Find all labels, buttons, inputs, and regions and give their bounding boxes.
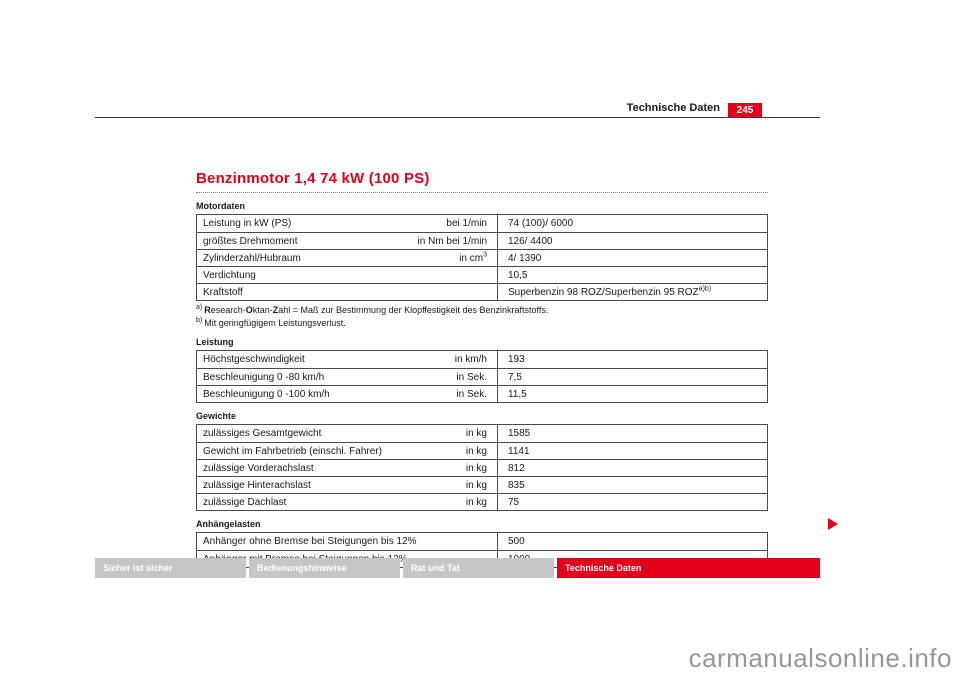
table-cell-label (197, 494, 498, 510)
row-value: 10,5 (508, 269, 528, 281)
row-value: 75 (508, 496, 520, 508)
table-cell-label (197, 215, 498, 232)
row-value: 812 (508, 462, 525, 474)
row-value: 1585 (508, 428, 531, 439)
row-label: Verdichtung (203, 269, 256, 281)
row-unit: in Nm bei 1/min (417, 235, 487, 247)
table-row (197, 351, 767, 368)
data-table (196, 214, 768, 301)
title-rule (196, 192, 768, 193)
table-row (197, 266, 767, 283)
row-label: zulässiges Gesamtgewicht (203, 428, 322, 439)
table-row (197, 215, 767, 232)
footer-tab-sicher-ist-sicher[interactable]: Sicher ist sicher (95, 558, 246, 578)
row-label: Leistung in kW (PS) (203, 218, 292, 229)
row-value: 500 (508, 536, 525, 547)
row-unit: bei 1/min (446, 218, 487, 229)
table-cell-label (197, 267, 498, 283)
row-value: 11,5 (508, 388, 527, 400)
data-table (196, 350, 768, 403)
table-cell-label (197, 460, 498, 476)
data-table (196, 424, 768, 511)
table-cell-label (197, 284, 498, 300)
table-row (197, 442, 767, 459)
page-header (95, 96, 820, 118)
footnote: $^{a)}$ Research-Oktan-Zahl = Maß zur Bestimmung der Klopffestigkeit des Benzinkraftstoffs. (196, 304, 549, 315)
row-value: 193 (508, 354, 525, 365)
row-label: zulässige Hinterachslast (203, 479, 311, 491)
row-unit: in kg (465, 479, 487, 491)
row-label: Anhänger ohne Bremse bei Steigungen bis 12% (203, 536, 417, 547)
table-row (197, 385, 767, 402)
table-row (197, 232, 767, 249)
table-row (197, 493, 767, 510)
table-row (197, 283, 767, 300)
row-label: Zylinderzahl/Hubraum (203, 252, 301, 264)
row-label: Höchstgeschwindigkeit (203, 354, 305, 365)
section-heading: Motordaten (196, 201, 245, 211)
header-section-label: Technische Daten (626, 102, 720, 114)
footer-tab-technische-daten[interactable]: Technische Daten (557, 558, 820, 578)
page-number-badge: 245 (728, 103, 762, 117)
footnotes (196, 305, 768, 329)
page-content (196, 170, 768, 568)
row-unit: in kg (465, 462, 487, 474)
sections (196, 201, 768, 568)
row-value: 74 (100)/ 6000 (508, 218, 574, 229)
footer-tab-rat-und-tat[interactable]: Rat und Tat (403, 558, 554, 578)
row-label: größtes Drehmoment (203, 235, 298, 247)
watermark: carmanualsonline.info (688, 643, 952, 673)
footnote: $^{b)}$ Mit geringfügigem Leistungsverlust. (196, 317, 346, 328)
footer-nav (95, 558, 820, 578)
table-row (197, 249, 767, 266)
row-value: Superbenzin 98 ROZ/Superbenzin 95 $ROZ^{a)b)}$ (508, 285, 712, 298)
row-value: 1141 (508, 445, 530, 457)
table-row (197, 425, 767, 442)
row-label: Gewicht im Fahrbetrieb (einschl. Fahrer) (203, 445, 382, 457)
row-unit: in Sek. (456, 388, 487, 400)
footer-tab-bedienungshinweise[interactable]: Bedienungshinweise (249, 558, 400, 578)
row-unit: in kg (465, 496, 487, 508)
page-title: Benzinmotor 1,4 74 kW (100 PS) (196, 170, 430, 187)
row-unit: in kg (465, 428, 487, 439)
row-unit: in $cm^3$ (459, 251, 487, 264)
row-label: Beschleunigung 0 -100 km/h (203, 388, 330, 400)
table-cell-label (197, 533, 498, 550)
table-row (197, 459, 767, 476)
table-row (197, 476, 767, 493)
row-value: 835 (508, 479, 525, 491)
row-unit: in kg (465, 445, 487, 457)
row-label: zulässige Dachlast (203, 496, 287, 508)
table-cell-label (197, 250, 498, 266)
row-unit: in Sek. (456, 371, 487, 383)
row-value: 126/ 4400 (508, 235, 553, 247)
table-cell-label (197, 351, 498, 368)
row-unit: in km/h (454, 354, 487, 365)
table-cell-label (197, 386, 498, 402)
row-value: 4/ 1390 (508, 252, 542, 264)
section-heading: Gewichte (196, 411, 237, 421)
table-cell-label (197, 369, 498, 385)
table-cell-label (197, 233, 498, 249)
page-continues-arrow-icon (828, 518, 838, 530)
section-heading: Anhängelasten (196, 519, 261, 529)
row-label: Beschleunigung 0 -80 km/h (203, 371, 325, 383)
table-cell-label (197, 477, 498, 493)
table-cell-label (197, 425, 498, 442)
row-label: zulässige Vorderachslast (203, 462, 314, 474)
row-label: Kraftstoff (203, 286, 243, 298)
table-row (197, 533, 767, 550)
table-row (197, 368, 767, 385)
section-heading: Leistung (196, 337, 234, 347)
table-cell-label (197, 443, 498, 459)
row-value: 7,5 (508, 371, 522, 383)
